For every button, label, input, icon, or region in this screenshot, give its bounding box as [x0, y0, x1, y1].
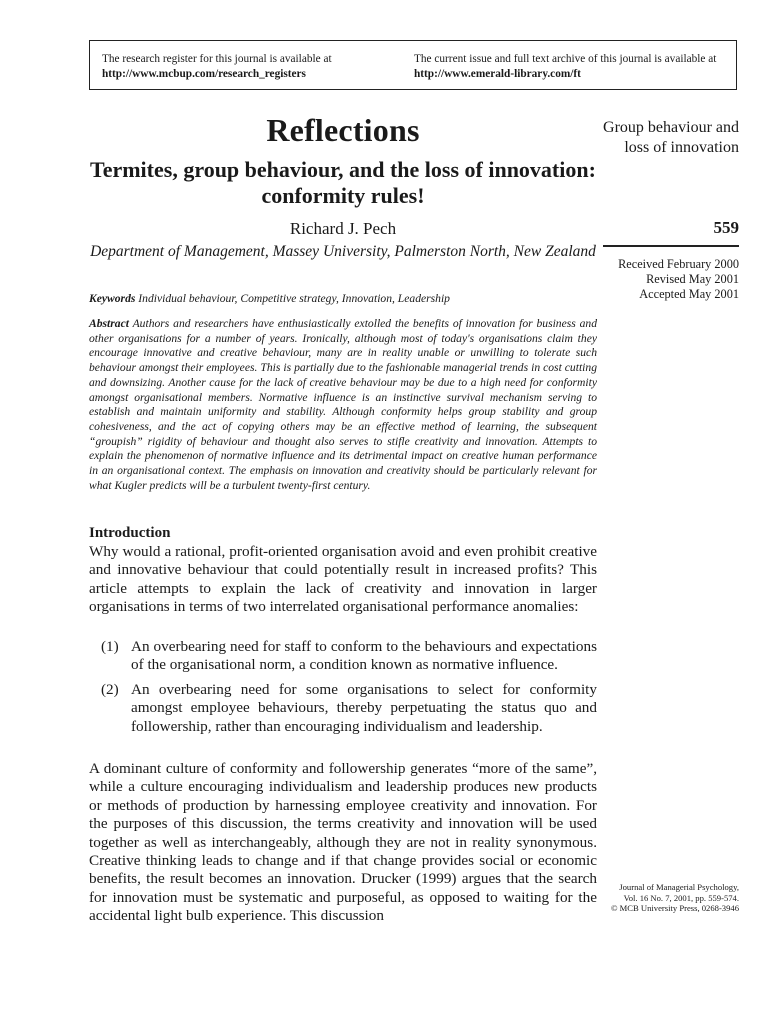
anomaly-list	[89, 638, 597, 742]
author-name: Richard J. Pech	[289, 219, 397, 238]
research-register-text: The research register for this journal is available at	[102, 53, 332, 65]
full-text-archive-link[interactable]: http://www.emerald-library.com/ft	[414, 68, 581, 80]
list-item	[89, 681, 597, 736]
accepted-date: Accepted May 2001	[639, 287, 739, 301]
received-date: Received February 2000	[618, 257, 739, 271]
journal-citation	[603, 882, 739, 914]
full-text-archive-notice	[414, 52, 716, 82]
full-text-archive-text: The current issue and full text archive of this journal is available at	[414, 53, 717, 65]
journal-name: Journal of Managerial Psychology,	[619, 882, 739, 892]
list-item	[89, 638, 597, 675]
abstract-label: Abstract	[89, 317, 129, 330]
article-title: Termites, group behaviour, and the loss of innovation: conformity rules!	[90, 157, 596, 208]
list-item-text: An overbearing need for staff to conform to the behaviours and expectations of the organisational norm, a condition known as normative influence.	[131, 638, 597, 674]
section-title: Reflections	[266, 112, 420, 148]
intro-paragraph: Why would a rational, profit-oriented organisation avoid and even prohibit creative and innovative behaviour that could potentially result in increased profits? This article attempts to explain the lack of creativity and innovation in larger organisations in terms of two interrelated organisational performance anomalies:	[89, 543, 597, 616]
research-register-notice	[102, 52, 332, 82]
abstract-text: Authors and researchers have enthusiastically extolled the benefits of innovation for business and other organisations for a number of years. Ironically, although most of today's organisations claim they encourage innovative and creative behaviour, many are in reality unable or unwilling to tolerate such behaviour amongst their employees. This is partially due to the fashionable managerial trends in cost cutting and downsizing. Another cause for the lack of creative behaviour may be due to a high need for conformity amongst organisational members. Normative influence is an instinctive survival mechanism serving to establish and maintain uniformity and stability. Although conformity helps group stability and group cohesiveness, and the act of copying others may be an effective method of learning, the subsequent “groupish” rigidity of behaviour and thought also serves to stifle creativity and innovation. Attempts to explain the phenomenon of normative influence and its detrimental impact on creative human performance in an organisational context. The emphasis on innovation and creativity should be particularly relevant for what Kugler predicts will be a turbulent twenty-first century.	[89, 317, 597, 492]
research-register-link[interactable]: http://www.mcbup.com/research_registers	[102, 68, 306, 80]
introduction-heading: Introduction	[89, 525, 171, 541]
author-affiliation: Department of Management, Massey University, Palmerston North, New Zealand	[90, 243, 596, 260]
list-item-number: (1)	[101, 638, 119, 655]
abstract	[89, 317, 597, 493]
submission-dates	[603, 257, 739, 302]
journal-volume: Vol. 16 No. 7, 2001, pp. 559-574.	[623, 892, 739, 903]
keywords-label: Keywords	[89, 292, 136, 305]
revised-date: Revised May 2001	[646, 272, 739, 286]
page-number: 559	[713, 218, 739, 237]
running-title: Group behaviour and loss of innovation	[603, 119, 739, 156]
journal-info-box	[89, 40, 737, 90]
body-paragraph: A dominant culture of conformity and followership generates “more of the same”, while a culture encouraging individualism and leadership produces new products or methods of production by harnessing employee creativity and innovation. For the purposes of this discussion, the terms creativity and innovation will be used together as well as interchangeably, although they are not in reality synonymous. Creative thinking leads to change and if that change provides social or economic benefits, the result becomes an innovation. Drucker (1999) argues that the search for innovation must be systematic and purposeful, as opposed to waiting for the accidental light bulb experience. This discussion	[89, 760, 597, 925]
publisher-copyright: © MCB University Press, 0268-3946	[610, 903, 739, 913]
keywords	[89, 292, 597, 305]
list-item-text: An overbearing need for some organisations to select for conformity amongst employee behaviours, thereby perpetuating the status quo and followership, rather than encouraging individualism and leadership.	[131, 680, 597, 735]
sidebar-divider	[603, 245, 739, 247]
list-item-number: (2)	[101, 680, 119, 698]
keywords-list: Individual behaviour, Competitive strategy, Innovation, Leadership	[138, 292, 450, 305]
